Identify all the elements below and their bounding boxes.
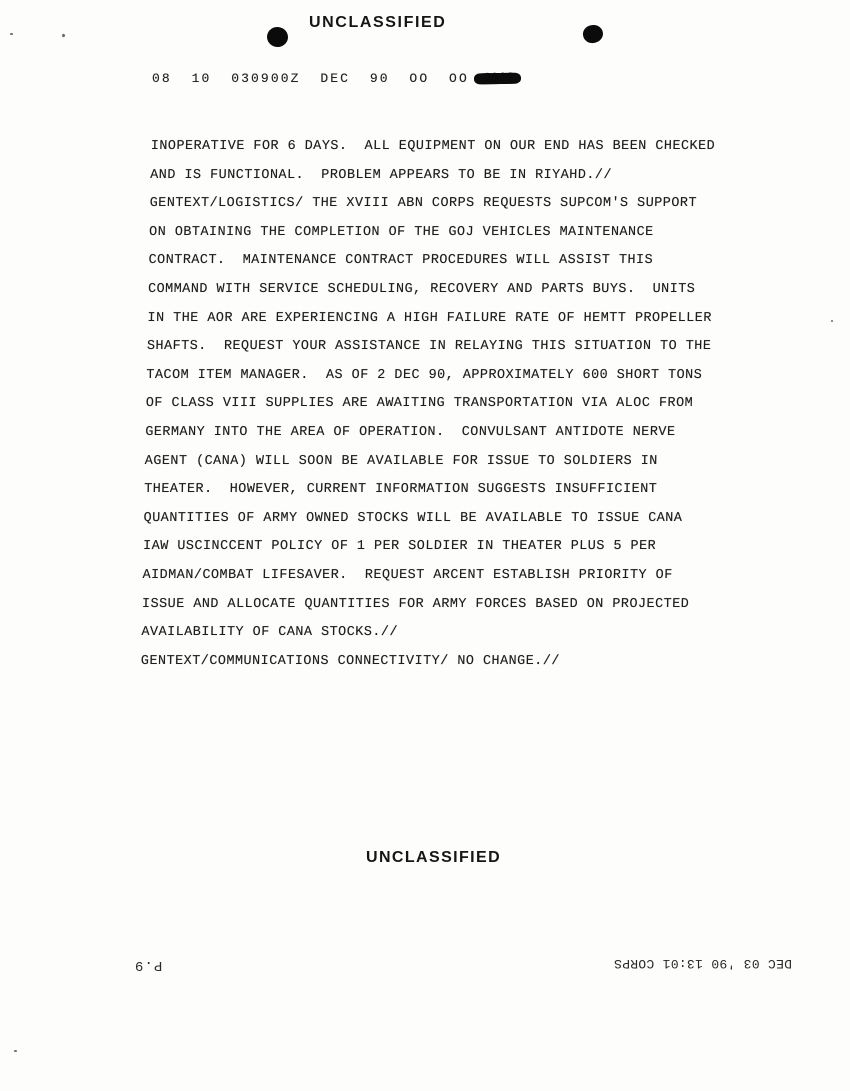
body-line: INOPERATIVE FOR 6 DAYS. ALL EQUIPMENT ON OUR END HAS BEEN CHECKED — [150, 139, 716, 154]
body-line: SHAFTS. REQUEST YOUR ASSISTANCE IN RELAYING THIS SITUATION TO THE — [146, 339, 712, 355]
body-line: AIDMAN/COMBAT LIFESAVER. REQUEST ARCENT ESTABLISH PRIORITY OF — [142, 567, 673, 583]
redaction-mark: 3966 — [477, 73, 522, 85]
body-line: CONTRACT. MAINTENANCE CONTRACT PROCEDURES WILL ASSIST THIS — [148, 253, 654, 269]
inverted-page-number: P.9 — [134, 957, 163, 973]
scan-speck — [831, 320, 833, 322]
message-header-text: 08 10 030900Z DEC 90 OO OO — [152, 71, 469, 86]
scan-speck — [14, 1050, 17, 1052]
body-line: AND IS FUNCTIONAL. PROBLEM APPEARS TO BE IN RIYAHD.// — [150, 167, 613, 183]
body-line: GENTEXT/COMMUNICATIONS CONNECTIVITY/ NO CHANGE.// — [140, 653, 561, 669]
message-body — [141, 133, 716, 676]
hole-punch-mark-left — [266, 26, 290, 49]
body-line: TACOM ITEM MANAGER. AS OF 2 DEC 90, APPROXIMATELY 600 SHORT TONS — [146, 367, 703, 383]
body-line: ON OBTAINING THE COMPLETION OF THE GOJ VEHICLES MAINTENANCE — [148, 224, 654, 240]
body-line: THEATER. HOWEVER, CURRENT INFORMATION SUGGESTS INSUFFICIENT — [144, 482, 658, 498]
body-line: IAW USCINCCENT POLICY OF 1 PER SOLDIER IN THEATER PLUS 5 PER — [142, 539, 657, 555]
body-line: ISSUE AND ALLOCATE QUANTITIES FOR ARMY FORCES BASED ON PROJECTED — [141, 596, 690, 612]
body-line: IN THE AOR ARE EXPERIENCING A HIGH FAILURE RATE OF HEMTT PROPELLER — [147, 310, 712, 326]
inverted-fax-timestamp: DEC 03 '90 13:01 CORPS — [613, 956, 792, 971]
scan-speck — [61, 33, 65, 37]
body-line: QUANTITIES OF ARMY OWNED STOCKS WILL BE AVAILABLE TO ISSUE CANA — [143, 510, 683, 526]
classification-banner-bottom: UNCLASSIFIED — [366, 849, 502, 866]
body-line: GENTEXT/LOGISTICS/ THE XVIII ABN CORPS REQUESTS SUPCOM'S SUPPORT — [149, 196, 698, 212]
body-line: OF CLASS VIII SUPPLIES ARE AWAITING TRANSPORTATION VIA ALOC FROM — [145, 396, 694, 412]
body-line: AGENT (CANA) WILL SOON BE AVAILABLE FOR ISSUE TO SOLDIERS IN — [144, 453, 658, 469]
message-header-line — [152, 71, 521, 86]
classification-banner-top: UNCLASSIFIED — [309, 14, 447, 31]
scan-speck — [10, 33, 13, 35]
hole-punch-mark-right — [581, 23, 605, 45]
body-line: GERMANY INTO THE AREA OF OPERATION. CONVULSANT ANTIDOTE NERVE — [145, 424, 676, 440]
body-line: COMMAND WITH SERVICE SCHEDULING, RECOVERY AND PARTS BUYS. UNITS — [147, 281, 696, 297]
body-line: AVAILABILITY OF CANA STOCKS.// — [141, 625, 399, 641]
